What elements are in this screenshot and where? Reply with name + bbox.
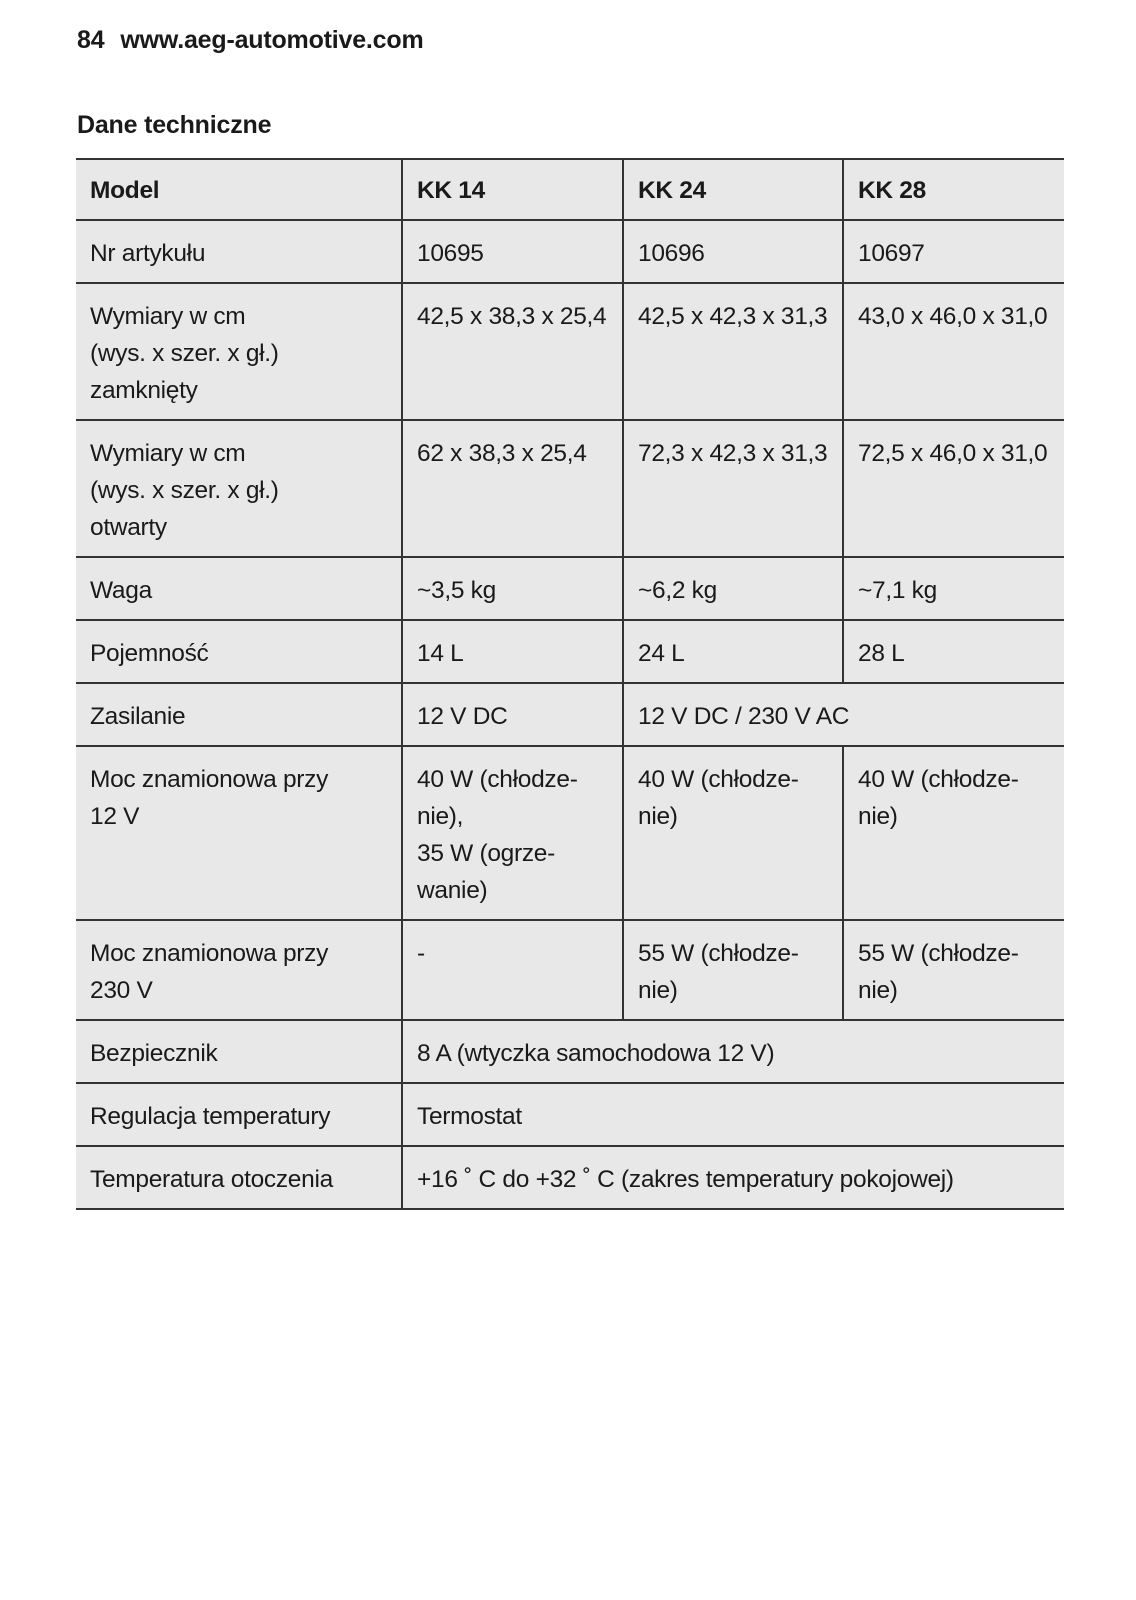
table-row — [76, 1020, 1064, 1083]
row-label: Bezpiecznik — [76, 1020, 402, 1083]
website-url: www.aeg-automotive.com — [120, 26, 424, 54]
table-cell: 10696 — [623, 220, 843, 283]
table-cell: Termostat — [402, 1083, 1064, 1146]
table-cell: 40 W (chłodze- nie) — [843, 746, 1064, 920]
table-cell: 12 V DC / 230 V AC — [623, 683, 1064, 746]
row-label: Regulacja temperatury — [76, 1083, 402, 1146]
table-cell: 8 A (wtyczka samochodowa 12 V) — [402, 1020, 1064, 1083]
page-number: 84 — [77, 26, 105, 54]
row-label: Wymiary w cm (wys. x szer. x gł.) zamknięty — [76, 283, 402, 420]
table-cell: 62 x 38,3 x 25,4 — [402, 420, 623, 557]
table-row — [76, 1083, 1064, 1146]
table-cell: 72,3 x 42,3 x 31,3 — [623, 420, 843, 557]
section-title: Dane techniczne — [77, 111, 272, 139]
table-cell: ~7,1 kg — [843, 557, 1064, 620]
table-cell: 40 W (chłodze- nie), 35 W (ogrze- wanie) — [402, 746, 623, 920]
table-cell: 24 L — [623, 620, 843, 683]
row-label: Moc znamionowa przy 12 V — [76, 746, 402, 920]
table-cell: 55 W (chłodze- nie) — [623, 920, 843, 1020]
table-row — [76, 620, 1064, 683]
table-cell: 55 W (chłodze- nie) — [843, 920, 1064, 1020]
table-cell: 43,0 x 46,0 x 31,0 — [843, 283, 1064, 420]
table-row — [76, 220, 1064, 283]
page-header — [77, 26, 423, 55]
table-cell: ~6,2 kg — [623, 557, 843, 620]
table-cell: +16 ˚ C do +32 ˚ C (zakres temperatury pokojowej) — [402, 1146, 1064, 1209]
row-label: Pojemność — [76, 620, 402, 683]
table-cell: 42,5 x 38,3 x 25,4 — [402, 283, 623, 420]
table-cell: 10697 — [843, 220, 1064, 283]
table-cell: 10695 — [402, 220, 623, 283]
row-label: Nr artykułu — [76, 220, 402, 283]
table-row — [76, 557, 1064, 620]
table-cell: 14 L — [402, 620, 623, 683]
column-header: KK 14 — [402, 159, 623, 220]
table-row — [76, 683, 1064, 746]
technical-data-table — [76, 158, 1064, 1210]
row-label: Wymiary w cm (wys. x szer. x gł.) otwarty — [76, 420, 402, 557]
table-cell: - — [402, 920, 623, 1020]
table-cell: 12 V DC — [402, 683, 623, 746]
column-header: KK 28 — [843, 159, 1064, 220]
table-cell: 40 W (chłodze- nie) — [623, 746, 843, 920]
table-row — [76, 746, 1064, 920]
row-label: Waga — [76, 557, 402, 620]
table-row — [76, 283, 1064, 420]
column-header: Model — [76, 159, 402, 220]
row-label: Temperatura otoczenia — [76, 1146, 402, 1209]
table-row — [76, 920, 1064, 1020]
row-label: Moc znamionowa przy 230 V — [76, 920, 402, 1020]
table-row — [76, 1146, 1064, 1209]
table-cell: 42,5 x 42,3 x 31,3 — [623, 283, 843, 420]
table-row — [76, 420, 1064, 557]
column-header: KK 24 — [623, 159, 843, 220]
row-label: Zasilanie — [76, 683, 402, 746]
table-cell: 28 L — [843, 620, 1064, 683]
table-cell: ~3,5 kg — [402, 557, 623, 620]
table-cell: 72,5 x 46,0 x 31,0 — [843, 420, 1064, 557]
table-header-row — [76, 159, 1064, 220]
